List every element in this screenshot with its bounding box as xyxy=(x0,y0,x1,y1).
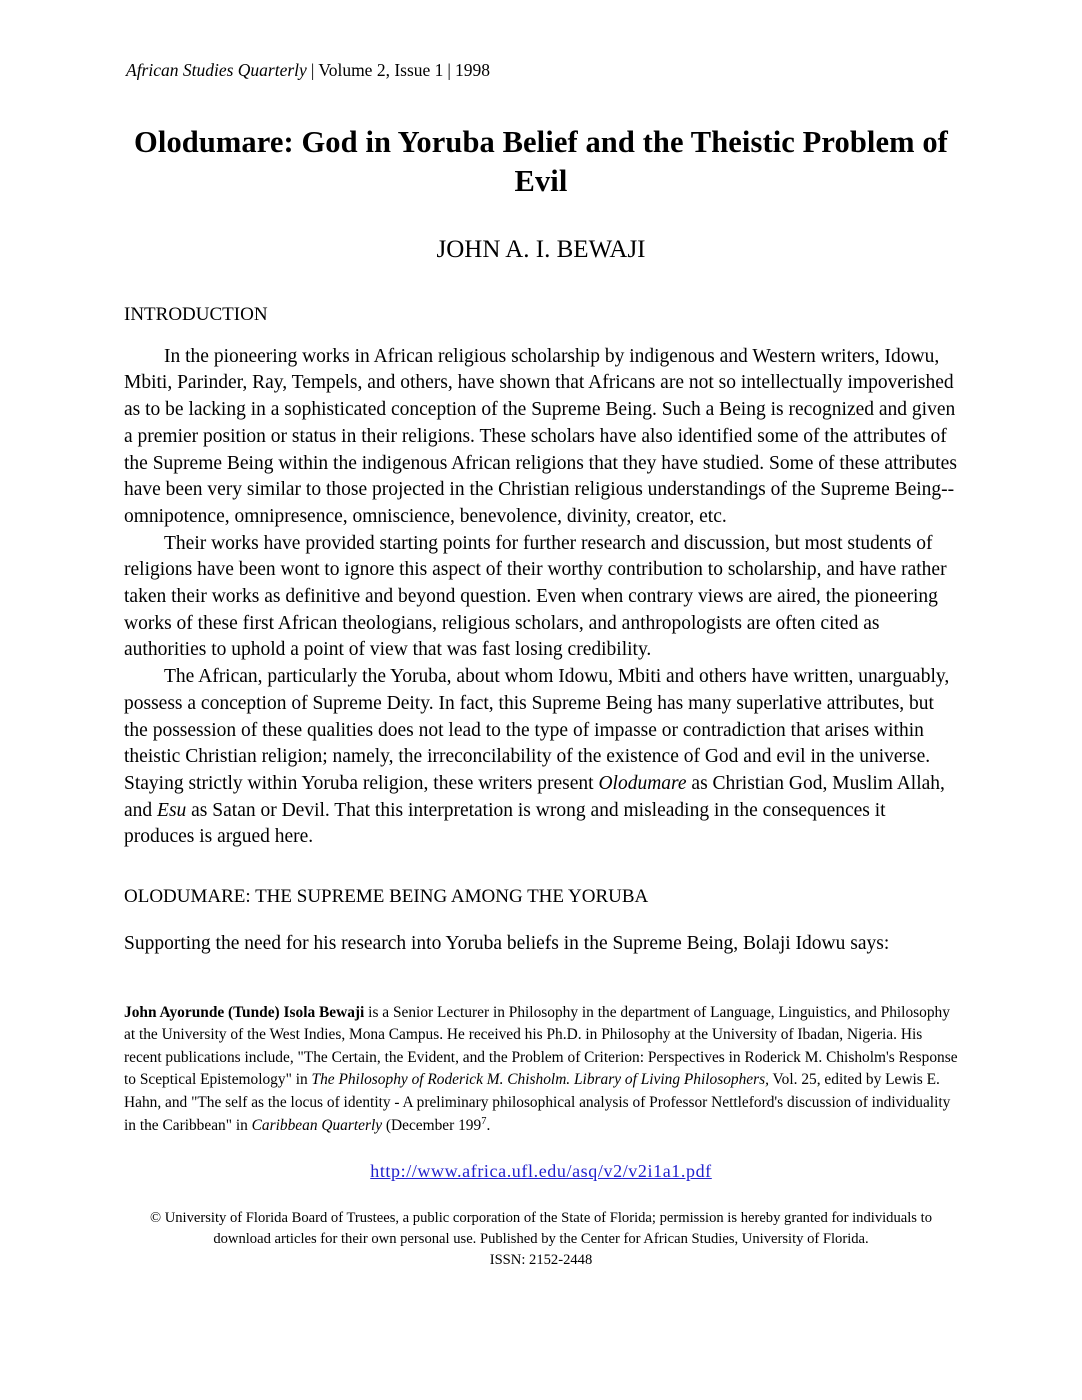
section-heading-olodumare: OLODUMARE: THE SUPREME BEING AMONG THE YORUBA xyxy=(124,886,649,908)
copyright-line-1: © University of Florida Board of Trustees, a public corporation of the State of Florida; permission is hereby granted for individuals xyxy=(149,1210,917,1227)
paragraph-olodumare-lead: Supporting the need for his research into Yoruba beliefs in the Supreme Being, Bolaji Idowu says: xyxy=(124,932,890,954)
paragraph-intro-3-part-a: The African, particularly the Yoruba, about whom Idowu, Mbiti and others have written, unarguably, possess a conception of Supreme Deity. In fact, this Supreme Being has many superlative attributes, but the possession of these qualities does not lead to the type of impasse or contradiction that arises within theistic Christian religion; namely, the irreconcilability of the existence of God and evil in the universe. Staying strictly within Yoruba religion, these writers present xyxy=(124,666,950,794)
copyright-footer xyxy=(138,1208,944,1270)
author-bio-note xyxy=(124,1002,958,1138)
paragraph-intro-3-part-c: as Satan or Devil. That this interpretation is wrong and misleading in the consequences it produces is argued here. xyxy=(124,799,886,848)
running-head xyxy=(126,60,958,81)
paragraph-intro-2: Their works have provided starting points for further research and discussion, but most students of religions have been wont to ignore this aspect of their worthy contribution to scholarship, and have rather taken their works as definitive and beyond question. Even when contrary views are aired, the pioneering works of these first African theologians, religious scholars, and anthropologists are often cited as authorities to uphold a point of view that was fast losing credibility. xyxy=(124,532,947,661)
running-head-separator-2: | xyxy=(447,60,451,80)
author-bio-text-a: is a Senior Lecturer in Philosophy in the department of Language, Linguistics, and Philosophy at the University of the West Indies, Mona Campus. He received his Ph.D. in Philosophy at the University of Ibadan, Nigeria. His recent publications include, "The Certain, the Evident, and the Problem of Criterion: Perspectives in Roderick M. Chisholm's Response to Sceptical Epistemology" in xyxy=(124,1003,958,1089)
article-url-link[interactable]: http://www.africa.ufl.edu/asq/v2/v2i1a1.pdf xyxy=(370,1161,712,1182)
author-bio-text-b: Vol. 25, edited by Lewis E. Hahn, and "The self as the locus of identity - A preliminary philosophical analysis of Professor Nettleford's discussion of individuality in the Caribbean" in xyxy=(124,1071,951,1134)
author-bio-name: John Ayorunde (Tunde) Isola Bewaji xyxy=(124,1003,365,1021)
author-bio-text-d: . xyxy=(486,1116,491,1134)
footnote-marker: 7 xyxy=(481,1115,487,1127)
running-head-separator-1: | xyxy=(310,60,315,80)
copyright-line-2: to download articles for their own personal use. Published by the Center for African Studies, University of Florida. xyxy=(213,1210,932,1248)
article-url-container xyxy=(124,1161,958,1182)
term-esu: Esu xyxy=(157,799,187,821)
author-bio-text-c: (December 199 xyxy=(382,1116,482,1134)
page-title: Olodumare: God in Yoruba Belief and the Theistic Problem of Evil xyxy=(134,125,948,199)
publication-title-chisholm: The Philosophy of Roderick M. Chisholm. Library of Living Philosophers, xyxy=(311,1071,769,1089)
journal-name: African Studies Quarterly xyxy=(126,60,307,80)
publication-year: 1998 xyxy=(454,60,490,80)
paragraph-intro-1: In the pioneering works in African religious scholarship by indigenous and Western writers, Idowu, Mbiti, Parinder, Ray, Tempels, and others, have shown that Africans are not so intellectually impoverished as to be lacking in a sophisticated conception of the Supreme Being. Such a Being is recognized and given a premier position or status in their religions. These scholars have also identified some of the attributes of the Supreme Being within the indigenous African religions that they have studied. Some of these attributes have been very similar to those projected in the Christian religious understandings of the Supreme Being--omnipotence, omnipresence, omniscience, benevolence, divinity, creator, etc. xyxy=(124,345,957,527)
publication-title-caribbean-quarterly: Caribbean Quarterly xyxy=(251,1116,383,1134)
section-heading-introduction: INTRODUCTION xyxy=(124,304,268,326)
paragraph-intro-3-part-b: as Christian God, Muslim Allah, and xyxy=(124,773,945,821)
author-name: JOHN A. I. BEWAJI xyxy=(436,236,646,264)
paragraph-intro-3 xyxy=(124,664,958,851)
term-olodumare: Olodumare xyxy=(598,773,687,794)
volume-issue: Volume 2, Issue 1 xyxy=(318,60,444,80)
issn-number: ISSN: 2152-2448 xyxy=(489,1251,593,1268)
